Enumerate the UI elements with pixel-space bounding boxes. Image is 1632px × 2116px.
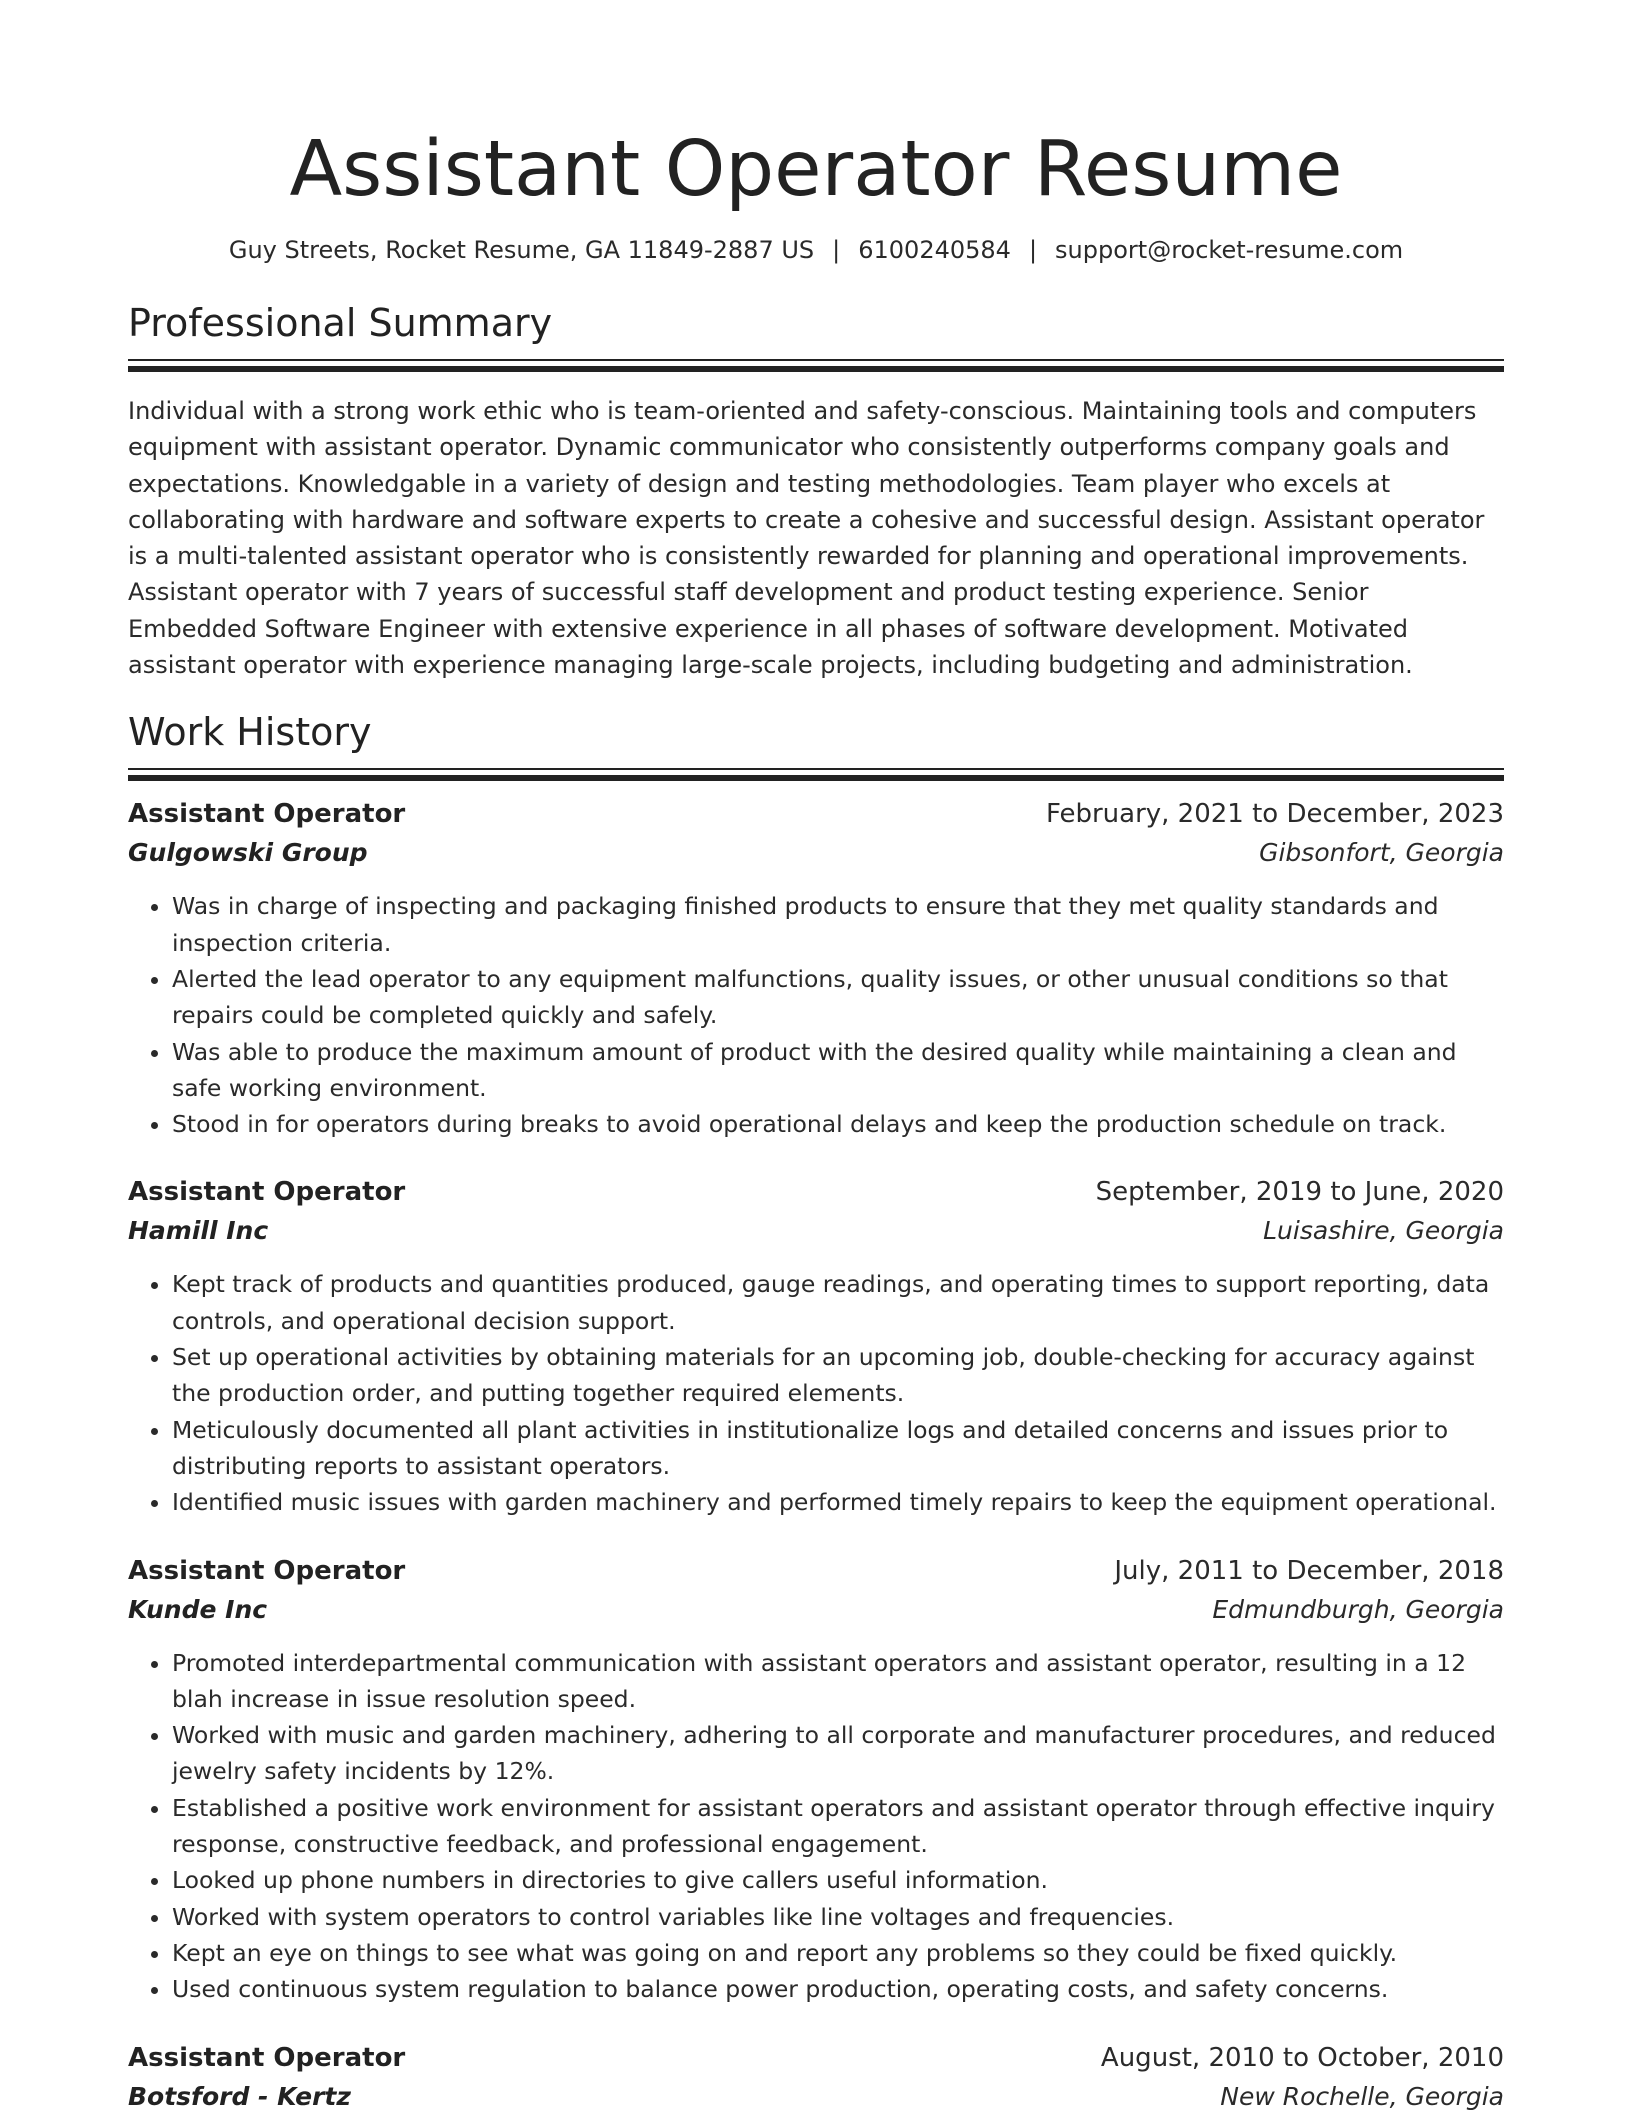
job-entry	[128, 2038, 1504, 2116]
job-header-row	[128, 794, 1504, 834]
job-company: Hamill Inc	[128, 1216, 269, 1246]
job-company-row	[128, 834, 1504, 872]
job-bullet: • Was able to produce the maximum amount of product with the desired quality while maintaining a clean and safe working environment.	[172, 1034, 1504, 1107]
contact-phone: 6100240584	[858, 236, 1011, 264]
job-location: Edmundburgh, Georgia	[1212, 1594, 1504, 1624]
job-bullet: • Alerted the lead operator to any equipment malfunctions, quality issues, or other unusual conditions so that repairs could be completed quickly and safely.	[172, 961, 1504, 1034]
job-bullet: • Used continuous system regulation to balance power production, operating costs, and safety concerns.	[172, 1971, 1504, 2007]
job-entry	[128, 794, 1504, 1142]
job-title: Assistant Operator	[128, 1177, 406, 1208]
job-location: Luisashire, Georgia	[1263, 1216, 1504, 1246]
section-heading: Professional Summary	[128, 301, 553, 345]
work-history-section	[128, 709, 1504, 2115]
job-bullet: • Was in charge of inspecting and packaging finished products to ensure that they met quality standards and inspection criteria.	[172, 888, 1504, 961]
job-bullet: • Kept track of products and quantities produced, gauge readings, and operating times to support reporting, data controls, and operational decision support.	[172, 1266, 1504, 1339]
resume-page	[128, 0, 1504, 2116]
job-location: Gibsonfort, Georgia	[1259, 838, 1504, 868]
job-company: Gulgowski Group	[128, 838, 368, 868]
job-company-row	[128, 1212, 1504, 1250]
contact-address: Guy Streets, Rocket Resume, GA 11849-2887 US	[228, 236, 815, 264]
job-header-row	[128, 1172, 1504, 1212]
contact-email: support@rocket-resume.com	[1055, 236, 1404, 264]
job-bullet: • Looked up phone numbers in directories to give callers useful information.	[172, 1862, 1504, 1898]
contact-separator: |	[1028, 236, 1038, 264]
job-dates: September, 2019 to June, 2020	[1095, 1177, 1504, 1208]
job-bullet: • Set up operational activities by obtaining materials for an upcoming job, double-checking for accuracy against the production order, and putting together required elements.	[172, 1339, 1504, 1412]
job-entry	[128, 1551, 1504, 2008]
job-bullet: • Worked with music and garden machinery, adhering to all corporate and manufacturer procedures, and reduced jewelry safety incidents by 12%.	[172, 1717, 1504, 1790]
job-header-row	[128, 2038, 1504, 2078]
section-heading: Work History	[128, 710, 372, 755]
job-bullet-list	[128, 1645, 1504, 2008]
job-dates: August, 2010 to October, 2010	[1100, 2042, 1504, 2073]
job-bullet: • Stood in for operators during breaks to avoid operational delays and keep the production schedule on track.	[172, 1106, 1504, 1142]
job-company-row	[128, 1591, 1504, 1629]
job-dates: July, 2011 to December, 2018	[1114, 1555, 1504, 1586]
job-title: Assistant Operator	[128, 799, 406, 830]
job-bullet: • Identified music issues with garden machinery and performed timely repairs to keep the equipment operational.	[172, 1484, 1504, 1520]
job-bullet: • Kept an eye on things to see what was going on and report any problems so they could be fixed quickly.	[172, 1935, 1504, 1971]
section-divider	[128, 768, 1504, 770]
job-company-row	[128, 2078, 1504, 2116]
job-bullet-list	[128, 888, 1504, 1142]
professional-summary-section	[128, 300, 1504, 683]
job-header-row	[128, 1551, 1504, 1591]
page-title: Assistant Operator Resume	[289, 125, 1343, 214]
job-title: Assistant Operator	[128, 1555, 406, 1586]
job-dates: February, 2021 to December, 2023	[1045, 799, 1504, 830]
job-bullet-list	[128, 1266, 1504, 1520]
job-location: New Rochelle, Georgia	[1220, 2081, 1504, 2111]
job-bullet: • Established a positive work environment for assistant operators and assistant operator through effective inquiry response, constructive feedback, and professional engagement.	[172, 1790, 1504, 1863]
job-company: Botsford - Kertz	[128, 2081, 351, 2111]
job-bullet: • Promoted interdepartmental communication with assistant operators and assistant operator, resulting in a 12 blah increase in issue resolution speed.	[172, 1645, 1504, 1718]
job-bullet: • Worked with system operators to control variables like line voltages and frequencies.	[172, 1899, 1504, 1935]
job-bullet: • Meticulously documented all plant activities in institutionalize logs and detailed concerns and issues prior to distributing reports to assistant operators.	[172, 1412, 1504, 1485]
contact-line	[128, 234, 1504, 266]
summary-text: Individual with a strong work ethic who is team-oriented and safety-conscious. Maintaining tools and computers equipment with assistant operator. Dynamic communicator who consistently outperforms company goals and expectations. Knowledgable in a variety of design and testing methodologies. Team player who excels at collaborating with hardware and software experts to create a cohesive and successful design. Assistant operator is a multi-talented assistant operator who is consistently rewarded for planning and operational improvements. Assistant operator with 7 years of successful staff development and product testing experience. Senior Embedded Software Engineer with extensive experience in all phases of software development. Motivated assistant operator with experience managing large-scale projects, including budgeting and administration.	[128, 397, 1485, 680]
job-entry	[128, 1172, 1504, 1520]
section-divider	[128, 359, 1504, 361]
job-list	[128, 794, 1504, 2115]
contact-separator: |	[832, 236, 841, 264]
job-title: Assistant Operator	[128, 2042, 406, 2073]
job-company: Kunde Inc	[128, 1594, 268, 1624]
